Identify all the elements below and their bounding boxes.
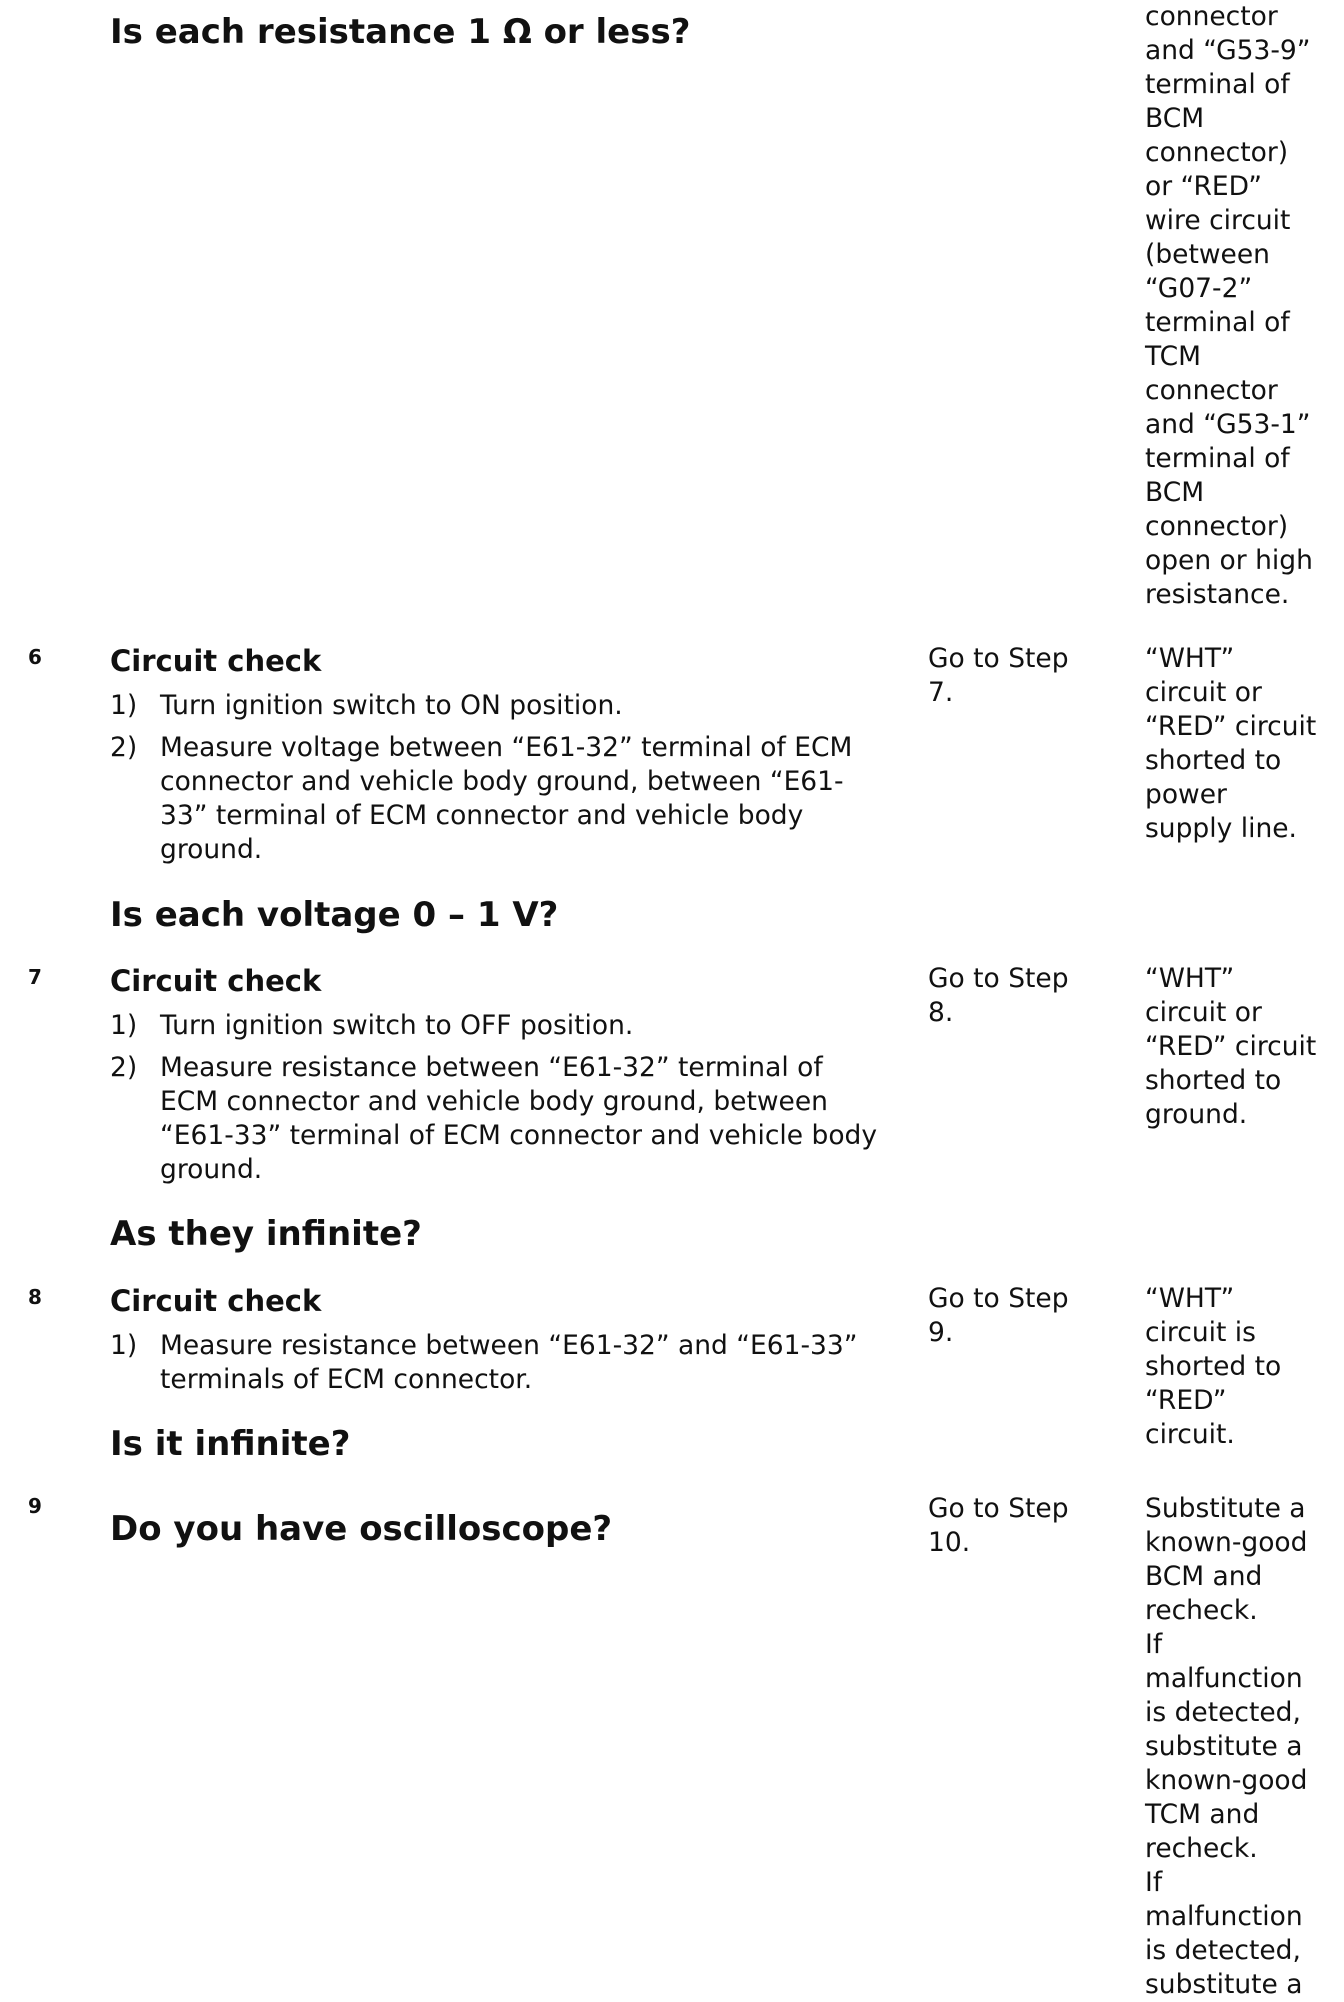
step-6-yes-action	[928, 642, 1069, 710]
no-line: open or high	[1145, 545, 1313, 576]
no-line: circuit is	[1145, 1317, 1256, 1348]
substep-text: Turn ignition switch to ON position.	[160, 690, 623, 721]
step-7-substep-2	[110, 1051, 890, 1191]
no-line: substitute a	[1145, 1969, 1303, 2000]
yes-line: 10.	[928, 1527, 971, 1558]
no-line: resistance.	[1145, 579, 1290, 610]
no-line: connector)	[1145, 137, 1289, 168]
no-line: Substitute a	[1145, 1493, 1306, 1524]
no-line: ground.	[1145, 1099, 1248, 1130]
step-7-substep-1	[110, 1009, 890, 1043]
no-line: terminal of	[1145, 443, 1290, 474]
substep-number: 1)	[110, 1330, 138, 1361]
substep-number: 2)	[110, 1052, 138, 1083]
no-line: If	[1145, 1867, 1163, 1898]
no-line: is detected,	[1145, 1935, 1301, 1966]
substep-number: 2)	[110, 732, 138, 763]
step-8-question: Is it infinite?	[110, 1424, 351, 1464]
step-5-question: Is each resistance 1 Ω or less?	[110, 12, 691, 52]
no-line: BCM	[1145, 477, 1205, 508]
step-5-no-action	[1145, 0, 1313, 612]
no-line: terminal of	[1145, 307, 1290, 338]
no-line: TCM	[1145, 341, 1202, 372]
no-line: “WHT”	[1145, 963, 1235, 994]
no-line: connector	[1145, 1, 1278, 32]
no-line: shorted to	[1145, 1351, 1282, 1382]
substep-text: Measure resistance between “E61-32” terminal of ECM connector and vehicle body ground, between “E61-33” terminal of ECM connector and vehicle body ground.	[160, 1052, 878, 1185]
no-line: recheck.	[1145, 1595, 1258, 1626]
no-line: BCM	[1145, 103, 1205, 134]
substep-text: Turn ignition switch to OFF position.	[160, 1010, 634, 1041]
yes-line: 7.	[928, 677, 954, 708]
step-7-heading: Circuit check	[110, 964, 322, 998]
no-line: TCM and	[1145, 1799, 1260, 1830]
no-line: connector)	[1145, 511, 1289, 542]
step-9-question: Do you have oscilloscope?	[110, 1509, 613, 1549]
step-7-question: As they infinite?	[110, 1214, 422, 1254]
no-line: terminal of	[1145, 69, 1290, 100]
step-6-number: 6	[28, 645, 42, 669]
no-line: malfunction	[1145, 1663, 1303, 1694]
no-line: circuit or	[1145, 997, 1262, 1028]
no-line: shorted to	[1145, 745, 1282, 776]
step-6-heading: Circuit check	[110, 644, 322, 678]
yes-line: Go to Step	[928, 963, 1069, 994]
no-line: recheck.	[1145, 1833, 1258, 1864]
step-6-question: Is each voltage 0 – 1 V?	[110, 895, 559, 935]
substep-number: 1)	[110, 1010, 138, 1041]
step-8-substep-1	[110, 1329, 890, 1399]
no-line: or “RED”	[1145, 171, 1263, 202]
no-line: known-good	[1145, 1527, 1308, 1558]
no-line: “RED”	[1145, 1385, 1227, 1416]
no-line: malfunction	[1145, 1901, 1303, 1932]
no-line: BCM and	[1145, 1561, 1263, 1592]
no-line: connector	[1145, 375, 1278, 406]
step-8-number: 8	[28, 1285, 42, 1309]
yes-line: Go to Step	[928, 1493, 1069, 1524]
step-8-yes-action	[928, 1282, 1069, 1350]
no-line: shorted to	[1145, 1065, 1282, 1096]
step-7-no-action	[1145, 962, 1316, 1132]
no-line: If	[1145, 1629, 1163, 1660]
step-8-no-action	[1145, 1282, 1281, 1452]
no-line: circuit.	[1145, 1419, 1235, 1450]
no-line: (between	[1145, 239, 1270, 270]
no-line: power	[1145, 779, 1227, 810]
yes-line: 9.	[928, 1317, 954, 1348]
no-line: circuit or	[1145, 677, 1262, 708]
no-line: “RED” circuit	[1145, 711, 1317, 742]
no-line: and “G53-9”	[1145, 35, 1311, 66]
yes-line: Go to Step	[928, 1283, 1069, 1314]
no-line: and “G53-1”	[1145, 409, 1311, 440]
no-line: wire circuit	[1145, 205, 1291, 236]
substep-text: Measure voltage between “E61-32” terminal of ECM connector and vehicle body ground, between “E61-33” terminal of ECM connector and vehicle body ground.	[160, 732, 853, 865]
substep-text: Measure resistance between “E61-32” and “E61-33” terminals of ECM connector.	[160, 1330, 858, 1395]
no-line: “WHT”	[1145, 1283, 1235, 1314]
no-line: known-good	[1145, 1765, 1308, 1796]
step-9-number: 9	[28, 1494, 42, 1518]
step-7-number: 7	[28, 965, 42, 989]
step-8-heading: Circuit check	[110, 1284, 322, 1318]
step-7-yes-action	[928, 962, 1069, 1030]
step-6-substep-1	[110, 689, 890, 723]
step-9-no-action	[1145, 1492, 1307, 2002]
yes-line: Go to Step	[928, 643, 1069, 674]
step-9-yes-action	[928, 1492, 1069, 1560]
no-line: supply line.	[1145, 813, 1297, 844]
no-line: “G07-2”	[1145, 273, 1253, 304]
no-line: is detected,	[1145, 1697, 1301, 1728]
yes-line: 8.	[928, 997, 954, 1028]
substep-number: 1)	[110, 690, 138, 721]
step-6-substep-2	[110, 731, 890, 871]
no-line: “WHT”	[1145, 643, 1235, 674]
no-line: substitute a	[1145, 1731, 1303, 1762]
no-line: “RED” circuit	[1145, 1031, 1317, 1062]
step-6-no-action	[1145, 642, 1316, 846]
